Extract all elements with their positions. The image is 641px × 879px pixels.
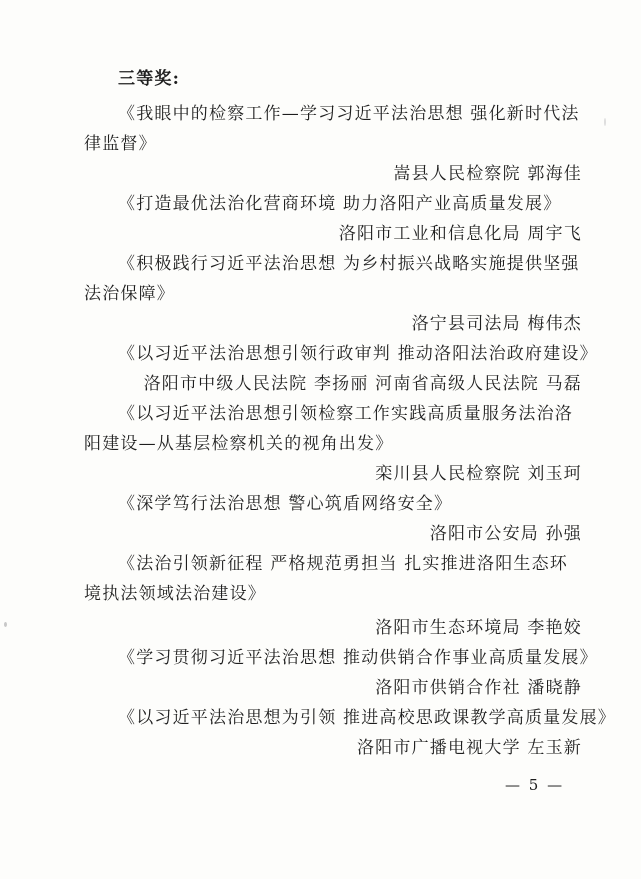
entry-author: 洛阳市广播电视大学 左玉新 [356, 738, 582, 758]
entry-title-line: 《法治引领新征程 严格规范勇担当 扎实推进洛阳生态环 [118, 554, 569, 574]
entry-title-line: 《我眼中的检察工作—学习习近平法治思想 强化新时代法 [118, 104, 580, 124]
entry-author: 洛阳市供销合作社 潘晓静 [375, 678, 582, 698]
page-number: — 5 — [505, 776, 565, 794]
entry-title-line: 境执法领域法治建设》 [84, 584, 266, 604]
scan-speck [604, 118, 606, 126]
entry-author: 洛阳市中级人民法院 李扬丽 河南省高级人民法院 马磊 [143, 374, 582, 394]
entry-author: 洛阳市公安局 孙强 [429, 524, 582, 544]
entry-title-line: 《以习近平法治思想引领检察工作实践高质量服务法治洛 [118, 404, 573, 424]
entry-title-line: 律监督》 [84, 134, 157, 154]
section-heading: 三等奖: [118, 69, 181, 89]
entry-title-line: 《积极践行习近平法治思想 为乡村振兴战略实施提供坚强 [118, 254, 580, 274]
entry-author: 洛阳市生态环境局 李艳姣 [375, 618, 582, 638]
entry-title-line: 阳建设—从基层检察机关的视角出发》 [84, 434, 394, 454]
entry-title-line: 法治保障》 [84, 284, 175, 304]
entry-title-line: 《以习近平法治思想引领行政审判 推动洛阳法治政府建设》 [118, 344, 598, 364]
entry-author: 嵩县人民检察院 郭海佳 [393, 164, 582, 184]
scan-speck [4, 622, 7, 627]
entry-author: 洛阳市工业和信息化局 周宇飞 [338, 224, 582, 244]
entry-title-line: 《打造最优法治化营商环境 助力洛阳产业高质量发展》 [118, 194, 562, 214]
entry-title-line: 《以习近平法治思想为引领 推进高校思政课教学高质量发展》 [118, 708, 617, 728]
entry-author: 栾川县人民检察院 刘玉珂 [375, 464, 582, 484]
entry-author: 洛宁县司法局 梅伟杰 [411, 314, 582, 334]
entry-title-line: 《学习贯彻习近平法治思想 推动供销合作事业高质量发展》 [118, 648, 598, 668]
entry-title-line: 《深学笃行法治思想 警心筑盾网络安全》 [118, 494, 453, 514]
